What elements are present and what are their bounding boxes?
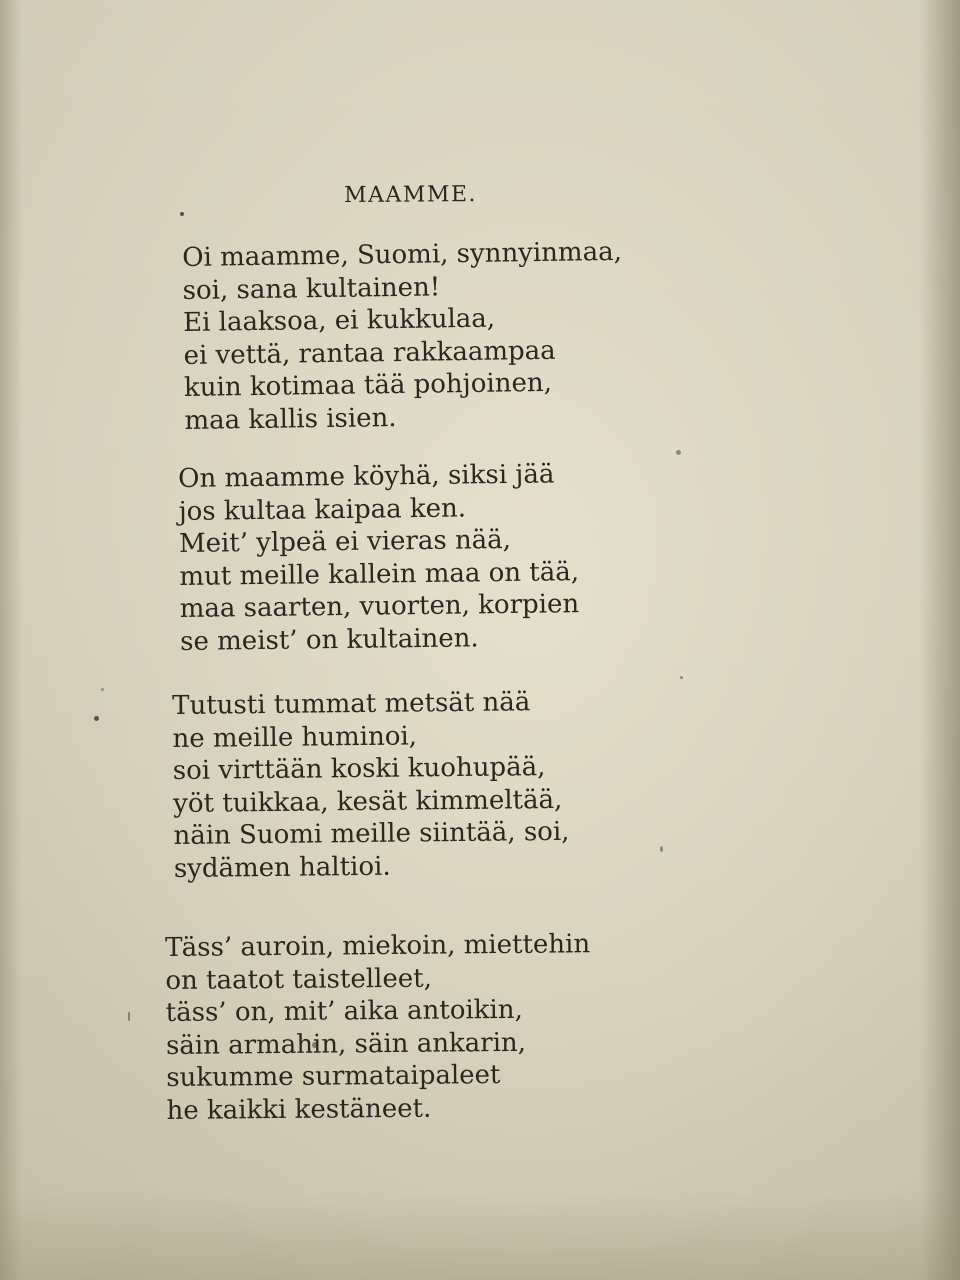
poem-line: se meist’ on kultainen. <box>179 622 479 657</box>
poem-line: on taatot taistelleet, <box>165 963 433 996</box>
stanza-1 <box>182 236 624 437</box>
poem-line: Ei laaksoa, ei kukkulaa, <box>182 303 496 338</box>
poem-line: yöt tuikkaa, kesät kimmeltää, <box>173 784 563 819</box>
poem-line: jos kultaa kaipaa ken. <box>178 492 467 527</box>
poem-line: Täss’ auroin, miekoin, miettehin <box>165 929 591 963</box>
poem-line: Oi maamme, Suomi, synnyinmaa, <box>182 236 623 273</box>
poem-line: näin Suomi meille siintää, soi, <box>173 816 570 851</box>
poem-line: ne meille huminoi, <box>172 720 418 754</box>
poem-line: säin armahin, säin ankarin, <box>165 1027 527 1061</box>
stanza-2 <box>178 458 580 658</box>
poem-line: sydämen haltioi. <box>173 851 391 884</box>
poem-line: Tutusti tummat metsät nää <box>172 687 531 721</box>
poem-line: maa kallis isien. <box>184 402 397 436</box>
poem-line: täss’ on, mit’ aika antoikin, <box>165 994 523 1028</box>
poem-line: mut meille kallein maa on tää, <box>179 556 580 592</box>
stanza-3 <box>172 686 570 885</box>
poem-line: he kaikki kestäneet. <box>166 1093 432 1126</box>
poem-line: soi, sana kultainen! <box>182 271 441 306</box>
poem-line: kuin kotimaa tää pohjoinen, <box>183 367 553 403</box>
poem-title: MAAMME. <box>344 182 478 208</box>
poem-line: sukumme surmataipaleet <box>166 1060 501 1093</box>
poem-line: On maamme köyhä, siksi jää <box>178 459 555 494</box>
poem-line: ei vettä, rantaa rakkaampaa <box>183 335 556 371</box>
poem-line: soi virttään koski kuohupää, <box>172 752 546 786</box>
poem-line: maa saarten, vuorten, korpien <box>179 589 580 624</box>
poem-line: Meit’ ylpeä ei vieras nää, <box>178 524 512 559</box>
stanza-4 <box>165 928 592 1127</box>
